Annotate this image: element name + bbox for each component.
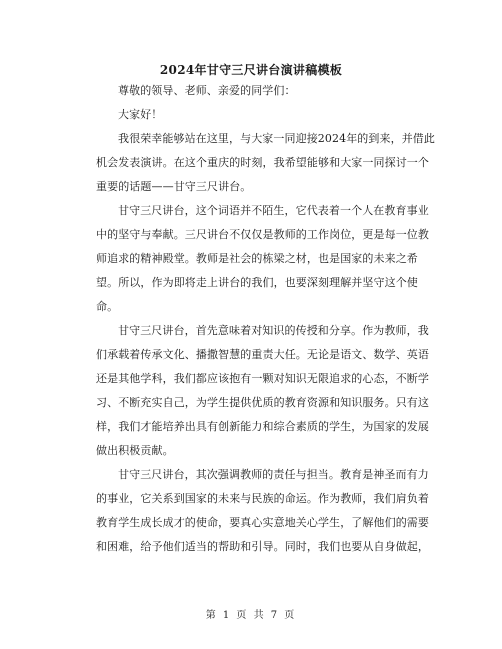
paragraph-2-line-1: 甘守三尺讲台，这个词语并不陌生，它代表着一个人在教育事业 [118,204,429,217]
paragraph-1-line-1: 我很荣幸能够站在这里，与大家一同迎接2024年的到来，并借此 [118,132,435,145]
paragraph-3-line-5: 样，我们才能培养出具有创新能力和综合素质的学生，为国家的发展 [96,420,429,433]
paragraph-2-line-5: 命。 [96,300,119,313]
paragraph-2-line-4: 望。所以，作为即将走上讲台的我们，也要深刻理解并坚守这个使 [96,276,418,289]
paragraph-2-line-2: 中的坚守与奉献。三尺讲台不仅仅是教师的工作岗位，更是每一位教 [96,228,429,241]
greeting-line: 大家好！ [118,108,163,121]
paragraph-1-line-3: 重要的话题——甘守三尺讲台。 [96,180,252,193]
paragraph-4-line-3: 教育学生成长成才的使命，要真心实意地关心学生，了解他们的需要 [96,516,429,529]
paragraph-3-line-2: 们承载着传承文化、播撒智慧的重责大任。无论是语文、数学、英语 [96,348,429,361]
paragraph-3-line-3: 还是其他学科，我们都应该抱有一颗对知识无限追求的心态，不断学 [96,372,429,385]
paragraph-4-line-1: 甘守三尺讲台，其次强调教师的责任与担当。教育是神圣而有力 [118,468,429,481]
paragraph-3-line-1: 甘守三尺讲台，首先意味着对知识的传授和分享。作为教师，我 [118,324,429,337]
paragraph-3-line-4: 习、不断充实自己，为学生提供优质的教育资源和知识服务。只有这 [96,396,429,409]
page-footer: 第 1 页 共 7 页 [205,610,297,621]
paragraph-4-line-2: 的事业，它关系到国家的未来与民族的命运。作为教师，我们肩负着 [96,492,429,505]
paragraph-2-line-3: 师追求的精神殿堂。教师是社会的栋梁之材，也是国家的未来之希 [96,252,418,265]
paragraph-4-line-4: 和困难，给予他们适当的帮助和引导。同时，我们也要从自身做起， [96,540,429,553]
salutation-line: 尊敬的领导、老师、亲爱的同学们： [118,84,296,97]
paragraph-1-line-2: 机会发表演讲。在这个重庆的时刻，我希望能够和大家一同探讨一个 [96,156,429,169]
document-title: 2024年甘守三尺讲台演讲稿模板 [159,63,343,77]
paragraph-3-line-6: 做出积极贡献。 [96,444,174,457]
